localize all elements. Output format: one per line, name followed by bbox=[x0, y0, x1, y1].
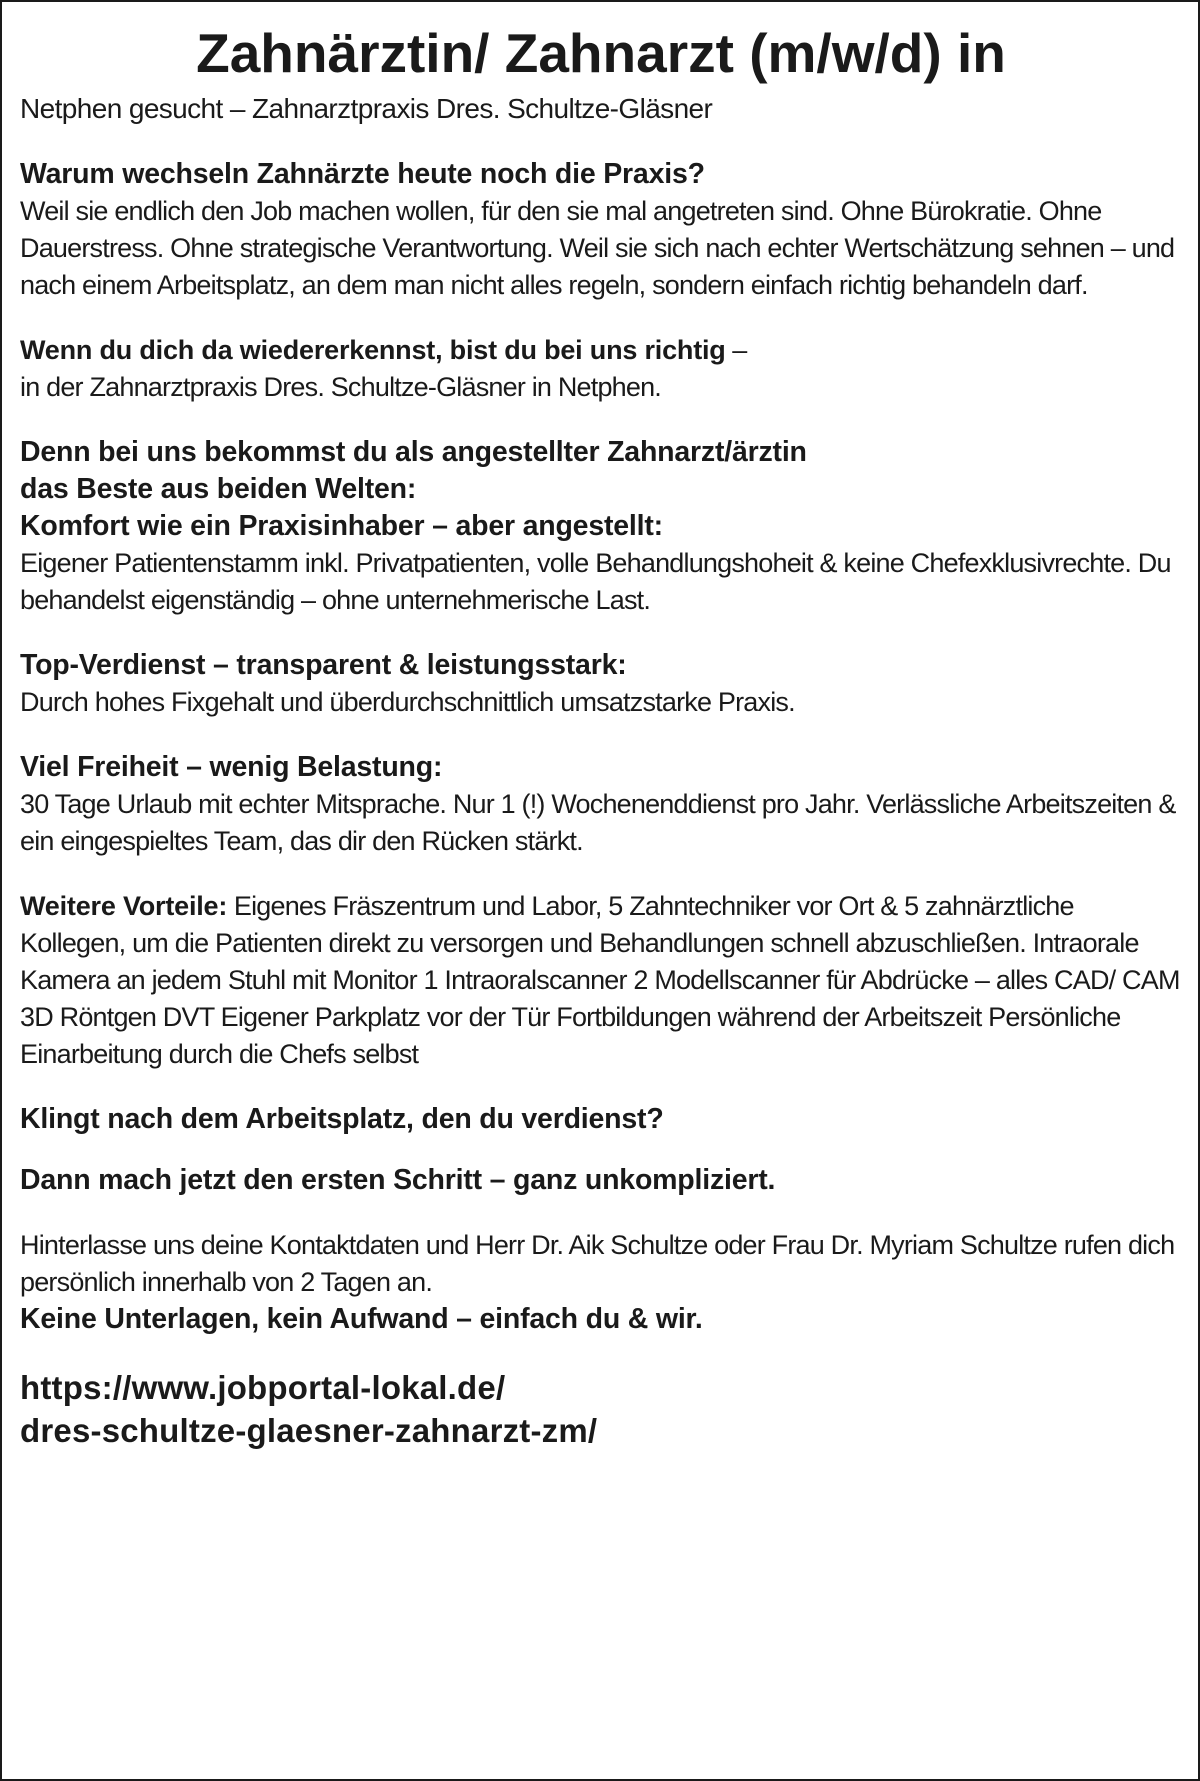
ad-title: Zahnärztin/ Zahnarzt (m/w/d) in bbox=[196, 22, 1006, 84]
section-heading: Wenn du dich da wiedererkennst, bist du bei uns richtig bbox=[20, 335, 726, 365]
section-freedom bbox=[20, 749, 1182, 860]
section-heading: Top-Verdienst – transparent & leistungsstark: bbox=[20, 649, 627, 681]
section-recognize bbox=[20, 332, 1182, 406]
section-lead: Weitere Vorteile: bbox=[20, 891, 228, 921]
job-link[interactable] bbox=[20, 1366, 1182, 1452]
section-heading-suffix: – bbox=[725, 335, 747, 365]
section-text: Weil sie endlich den Job machen wollen, für den sie mal angetreten sind. Ohne Bürokratie. Ohne Dauerstress. Ohne strategische Verantwortung. Weil sie sich nach echter Wertschätzung sehnen – und nach einem Arbeitsplatz, an dem man nicht alles regeln, sondern einfach richtig behandeln darf. bbox=[20, 196, 1175, 300]
section-text: Eigenes Fräszentrum und Labor, 5 Zahntechniker vor Ort & 5 zahnärztliche Kollegen, um die Patienten direkt zu versorgen und Behandlungen schnell abzuschließen. Intraorale Kamera an jedem Stuhl mit Monitor 1 Intraoralscanner 2 Modellscanner für Abdrücke – alles CAD/ CAM 3D Röntgen DVT Eigener Parkplatz vor der Tür Fortbildungen während der Arbeitszeit Persönliche Einarbeitung durch die Chefs selbst bbox=[20, 891, 1180, 1069]
section-salary bbox=[20, 647, 1182, 721]
section-why-switch bbox=[20, 156, 1182, 304]
section-heading-line2: das Beste aus beiden Welten: bbox=[20, 473, 417, 505]
ad-subtitle: Netphen gesucht – Zahnarztpraxis Dres. Schultze-Gläsner bbox=[20, 93, 713, 124]
section-subheading: Komfort wie ein Praxisinhaber – aber angestellt: bbox=[20, 510, 663, 542]
section-call-to-action: Dann mach jetzt den ersten Schritt – ganz unkompliziert. bbox=[20, 1164, 776, 1196]
job-link-line2[interactable]: dres-schultze-glaesner-zahnarzt-zm/ bbox=[20, 1412, 598, 1449]
section-text: 30 Tage Urlaub mit echter Mitsprache. Nur 1 (!) Wochenenddienst pro Jahr. Verlässliche Arbeitszeiten & ein eingespieltes Team, das dir den Rücken stärkt. bbox=[20, 789, 1176, 856]
section-best-of-both bbox=[20, 434, 1182, 619]
section-heading: Warum wechseln Zahnärzte heute noch die Praxis? bbox=[20, 158, 705, 190]
section-heading: Denn bei uns bekommst du als angestellter Zahnarzt/ärztin bbox=[20, 436, 807, 468]
section-text: Eigener Patientenstamm inkl. Privatpatienten, volle Behandlungshoheit & keine Chefexklusivrechte. Du behandelst eigenständig – ohne unternehmerische Last. bbox=[20, 548, 1171, 615]
section-text: Durch hohes Fixgehalt und überdurchschnittlich umsatzstarke Praxis. bbox=[20, 687, 795, 717]
section-question: Klingt nach dem Arbeitsplatz, den du verdienst? bbox=[20, 1103, 664, 1135]
section-benefits bbox=[20, 888, 1182, 1073]
section-emphasis: Keine Unterlagen, kein Aufwand – einfach du & wir. bbox=[20, 1303, 703, 1335]
section-text: Hinterlasse uns deine Kontaktdaten und Herr Dr. Aik Schultze oder Frau Dr. Myriam Schultze rufen dich persönlich innerhalb von 2 Tagen an. bbox=[20, 1230, 1175, 1297]
job-link-line1[interactable]: https://www.jobportal-lokal.de/ bbox=[20, 1369, 506, 1406]
section-heading: Viel Freiheit – wenig Belastung: bbox=[20, 751, 443, 783]
section-text: in der Zahnarztpraxis Dres. Schultze-Gläsner in Netphen. bbox=[20, 372, 662, 402]
section-contact bbox=[20, 1227, 1182, 1338]
